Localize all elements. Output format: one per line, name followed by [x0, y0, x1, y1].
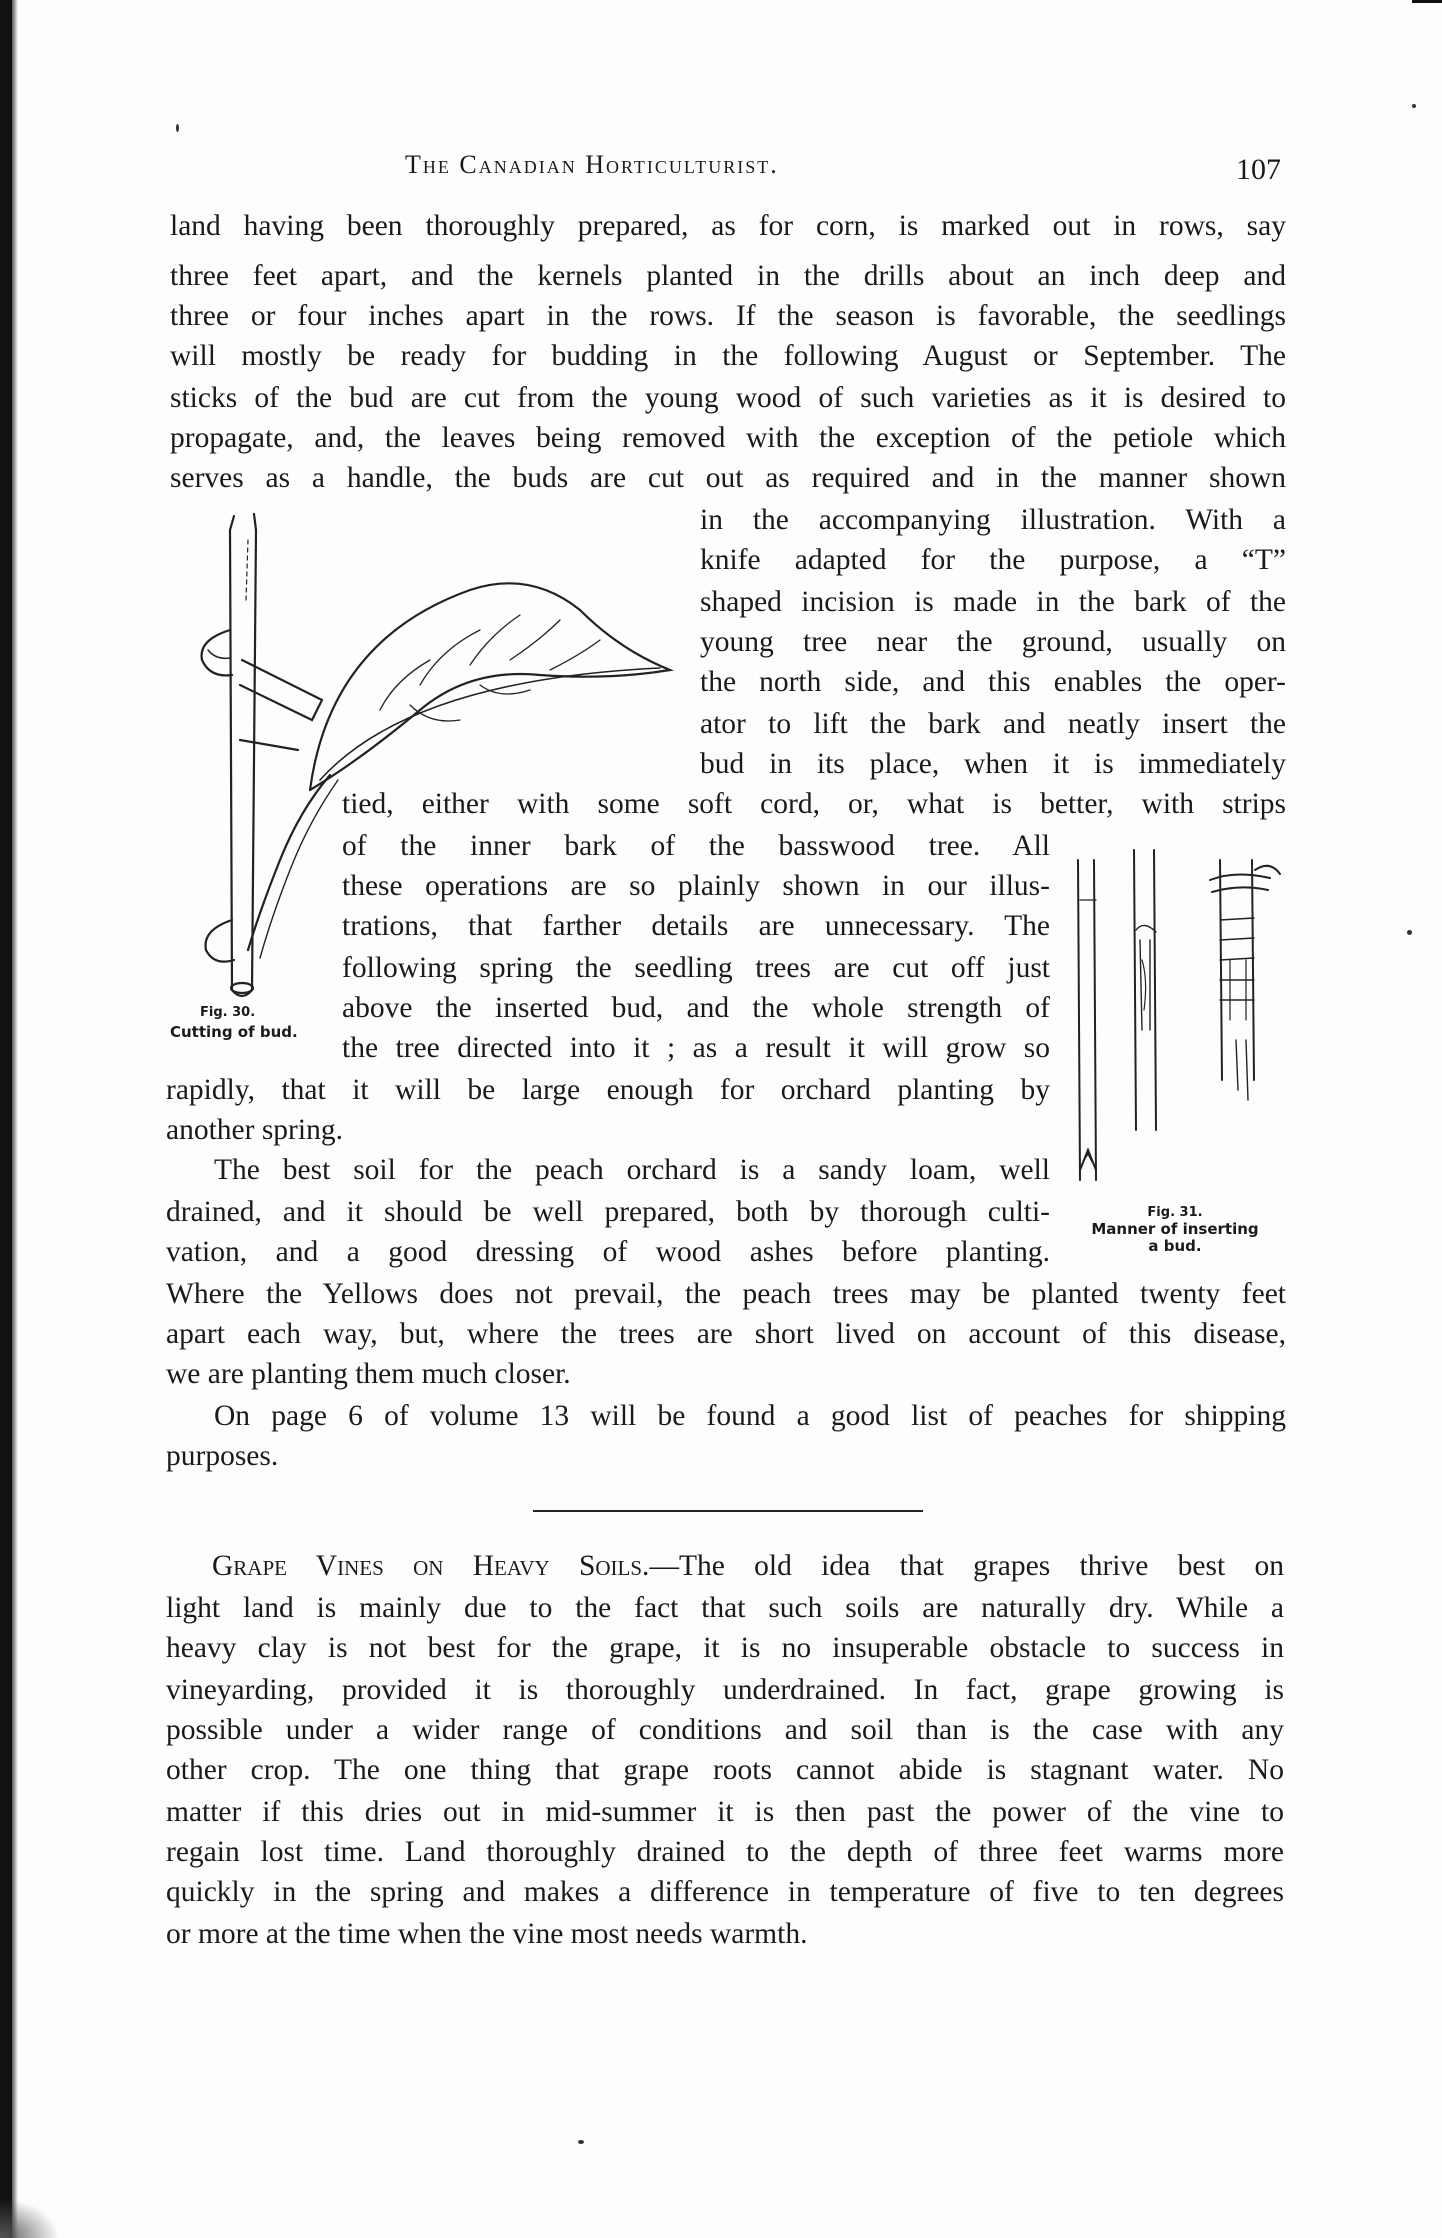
scan-corner-smudge: [0, 2198, 60, 2238]
text-line: of the inner bark of the basswood tree. All: [342, 830, 1050, 862]
text-line: The best soil for the peach orchard is a sandy loam, well: [214, 1154, 1050, 1186]
text-line: the tree directed into it ; as a result it will grow so: [342, 1032, 1050, 1064]
figure-31-caption-line2: a bud.: [1148, 1237, 1202, 1255]
text-line: the north side, and this enables the oper-: [700, 666, 1286, 698]
text-line: other crop. The one thing that grape roots cannot abide is stagnant water. No: [166, 1754, 1284, 1786]
scan-speck: [1412, 104, 1416, 108]
figure-30-label: Fig. 30.: [200, 1005, 256, 1020]
text-line: three or four inches apart in the rows. If the season is favorable, the seedlings: [170, 300, 1286, 332]
text-line: tied, either with some soft cord, or, what is better, with strips: [342, 788, 1286, 820]
text-line: possible under a wider range of conditions and soil than is the case with any: [166, 1714, 1284, 1746]
text-line: drained, and it should be well prepared, both by thorough culti-: [166, 1196, 1050, 1228]
figure-31-inserting-bud-illustration: [1070, 840, 1290, 1195]
text-line: above the inserted bud, and the whole strength of: [342, 992, 1050, 1024]
figure-31-caption-line1: Manner of inserting: [1091, 1220, 1259, 1238]
heading-continuation: —The old idea that grapes thrive best on: [649, 1550, 1284, 1582]
text-line: these operations are so plainly shown in our illus-: [342, 870, 1050, 902]
text-line: will mostly be ready for budding in the following August or September. The: [170, 340, 1286, 372]
running-title: The Canadian Horticulturist.: [405, 150, 779, 179]
figure-30-caption-text: Cutting of bud.: [170, 1023, 298, 1041]
text-line: bud in its place, when it is immediately: [700, 748, 1286, 780]
figure-31-label: Fig. 31.: [1147, 1205, 1203, 1220]
section-heading: Grape Vines on Heavy Soils.: [212, 1550, 650, 1582]
text-line: serves as a handle, the buds are cut out as required and in the manner shown: [170, 462, 1286, 494]
text-line: or more at the time when the vine most needs warmth.: [166, 1918, 808, 1950]
text-line: rapidly, that it will be large enough for orchard planting by: [166, 1074, 1050, 1106]
text-line: we are planting them much closer.: [166, 1358, 571, 1390]
text-line: Where the Yellows does not prevail, the peach trees may be planted twenty feet: [166, 1278, 1286, 1310]
figure-31-caption: [1075, 1204, 1275, 1255]
scan-speck: [1407, 930, 1412, 935]
text-line: On page 6 of volume 13 will be found a good list of peaches for shipping: [214, 1400, 1286, 1432]
text-line: matter if this dries out in mid-summer it is then past the power of the vine to: [166, 1796, 1284, 1828]
text-line: young tree near the ground, usually on: [700, 626, 1286, 658]
text-line: apart each way, but, where the trees are short lived on account of this disease,: [166, 1318, 1286, 1350]
scan-gutter-fade: [12, 0, 18, 2238]
text-line: ator to lift the bark and neatly insert the: [700, 708, 1286, 740]
section-divider: [533, 1510, 923, 1512]
text-line: knife adapted for the purpose, a “T”: [700, 544, 1286, 576]
page-header: [0, 150, 1442, 190]
text-line: quickly in the spring and makes a difference in temperature of five to ten degrees: [166, 1876, 1284, 1908]
text-line: heavy clay is not best for the grape, it is no insuperable obstacle to success in: [166, 1632, 1284, 1664]
scan-gutter-shadow: [0, 0, 12, 2238]
figure-30-bud-cutting-illustration: [180, 510, 700, 1040]
text-line: land having been thoroughly prepared, as for corn, is marked out in rows, say: [170, 210, 1286, 242]
scan-speck: [578, 2140, 584, 2144]
text-line: in the accompanying illustration. With a: [700, 504, 1286, 536]
text-line: light land is mainly due to the fact that such soils are naturally dry. While a: [166, 1592, 1284, 1624]
text-line: vineyarding, provided it is thoroughly underdrained. In fact, grape growing is: [166, 1674, 1284, 1706]
text-line: following spring the seedling trees are cut off just: [342, 952, 1050, 984]
text-line: another spring.: [166, 1114, 343, 1146]
text-line: purposes.: [166, 1440, 279, 1472]
scan-speck: [176, 124, 179, 132]
text-line: [212, 1546, 1284, 1586]
page-number: 107: [1236, 153, 1281, 186]
scan-corner-mark: [1412, 0, 1442, 3]
text-line: trations, that farther details are unnecessary. The: [342, 910, 1050, 942]
text-line: sticks of the bud are cut from the young wood of such varieties as it is desired to: [170, 382, 1286, 414]
text-line: shaped incision is made in the bark of the: [700, 586, 1286, 618]
text-line: regain lost time. Land thoroughly drained to the depth of three feet warms more: [166, 1836, 1284, 1868]
text-line: three feet apart, and the kernels planted in the drills about an inch deep and: [170, 260, 1286, 292]
text-line: propagate, and, the leaves being removed with the exception of the petiole which: [170, 422, 1286, 454]
figure-30-caption: [200, 1004, 300, 1021]
text-line: vation, and a good dressing of wood ashes before planting.: [166, 1236, 1050, 1268]
